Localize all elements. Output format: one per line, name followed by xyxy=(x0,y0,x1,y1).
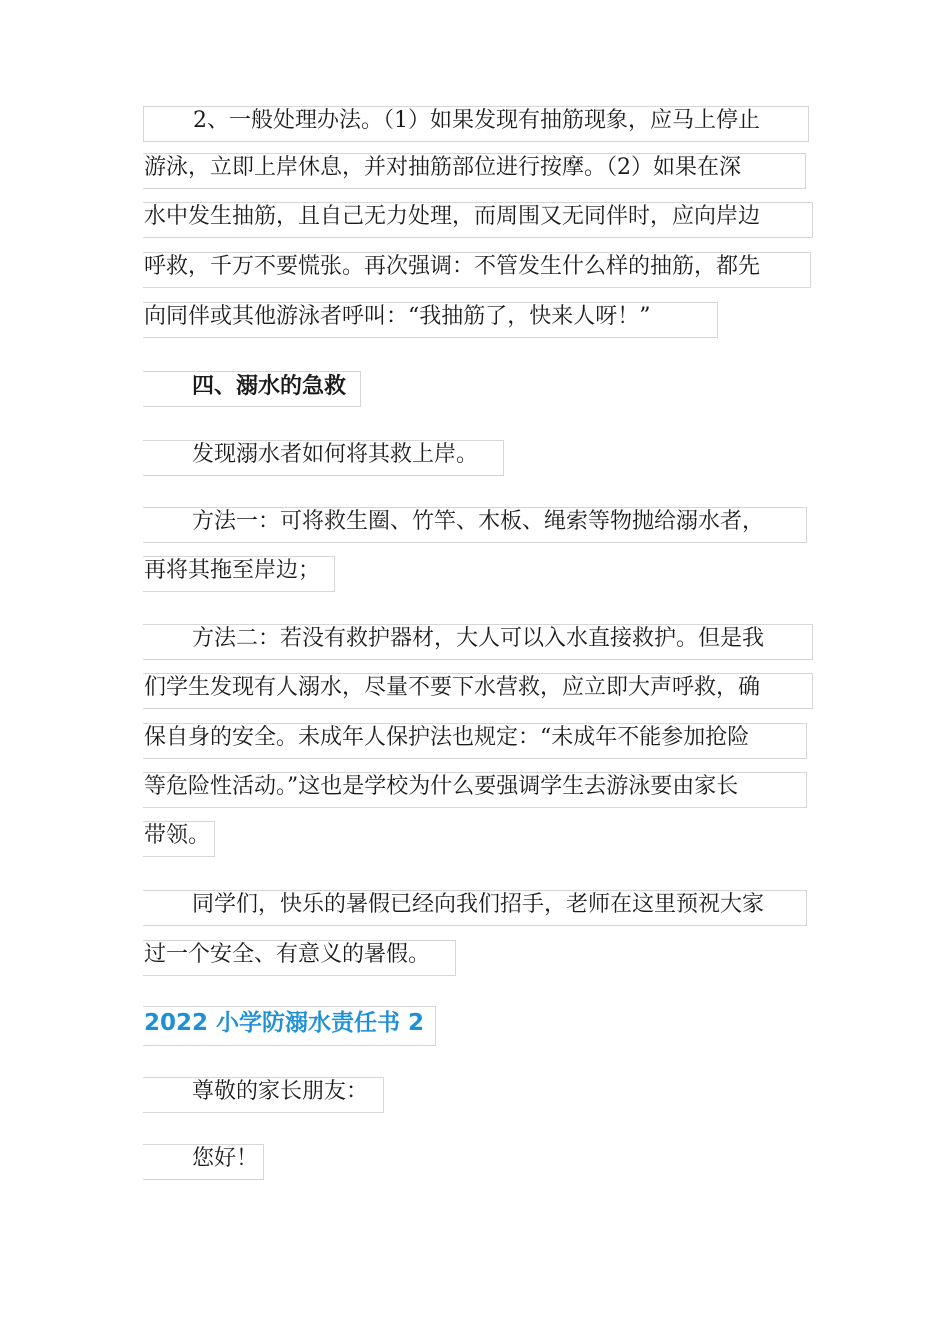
hello-text: 您好！ xyxy=(192,1146,259,1171)
paragraph-line xyxy=(143,507,807,543)
text-span: 保自身的安全。未成年人保护法也规定：“未成年不能参加抢险 xyxy=(144,725,750,750)
paragraph-line xyxy=(143,772,807,808)
paragraph-line xyxy=(143,252,811,288)
text-span: 等危险性活动。”这也是学校为什么要强调学生去游泳要由家长 xyxy=(144,774,739,799)
paragraph-line xyxy=(143,890,807,926)
paragraph-line xyxy=(143,624,813,660)
text-span: 带领。 xyxy=(144,823,211,848)
text-span: 们学生发现有人溺水，尽量不要下水营救，应立即大声呼救，确 xyxy=(144,675,761,700)
document-title xyxy=(143,1006,436,1046)
paragraph-line xyxy=(143,202,813,238)
text-span: 向同伴或其他游泳者呼叫：“我抽筋了，快来人呀！” xyxy=(144,304,651,329)
title-text: 2022 小学防溺水责任书 2 xyxy=(144,1010,425,1036)
text-span: 2、一般处理办法。（1）如果发现有抽筋现象，应马上停止 xyxy=(193,108,760,133)
section-heading xyxy=(143,371,361,407)
text-span: 方法一：可将救生圈、竹竿、木板、绳索等物抛给溺水者， xyxy=(192,509,765,534)
greeting-text: 尊敬的家长朋友： xyxy=(192,1079,369,1104)
heading-text: 四、溺水的急救 xyxy=(192,373,347,399)
paragraph-line xyxy=(143,153,806,189)
paragraph-line xyxy=(143,821,215,857)
text-span: 呼救，千万不要慌张。再次强调：不管发生什么样的抽筋，都先 xyxy=(144,254,761,279)
hello-line xyxy=(143,1144,264,1180)
text-span: 过一个安全、有意义的暑假。 xyxy=(144,942,431,967)
paragraph-line xyxy=(143,440,504,476)
text-span: 发现溺水者如何将其救上岸。 xyxy=(192,442,479,467)
text-span: 再将其拖至岸边； xyxy=(144,558,321,583)
text-span: 同学们，快乐的暑假已经向我们招手，老师在这里预祝大家 xyxy=(192,892,765,917)
paragraph-line xyxy=(143,302,718,338)
paragraph-line xyxy=(143,673,813,709)
paragraph-line xyxy=(143,556,335,592)
text-span: 游泳，立即上岸休息，并对抽筋部位进行按摩。（2）如果在深 xyxy=(144,155,741,180)
paragraph-line xyxy=(143,940,456,976)
paragraph-line xyxy=(143,723,807,759)
greeting-line xyxy=(143,1077,384,1113)
paragraph-line xyxy=(143,106,809,142)
text-span: 方法二：若没有救护器材，大人可以入水直接救护。但是我 xyxy=(192,626,765,651)
text-span: 水中发生抽筋，且自己无力处理，而周围又无同伴时，应向岸边 xyxy=(144,204,761,229)
